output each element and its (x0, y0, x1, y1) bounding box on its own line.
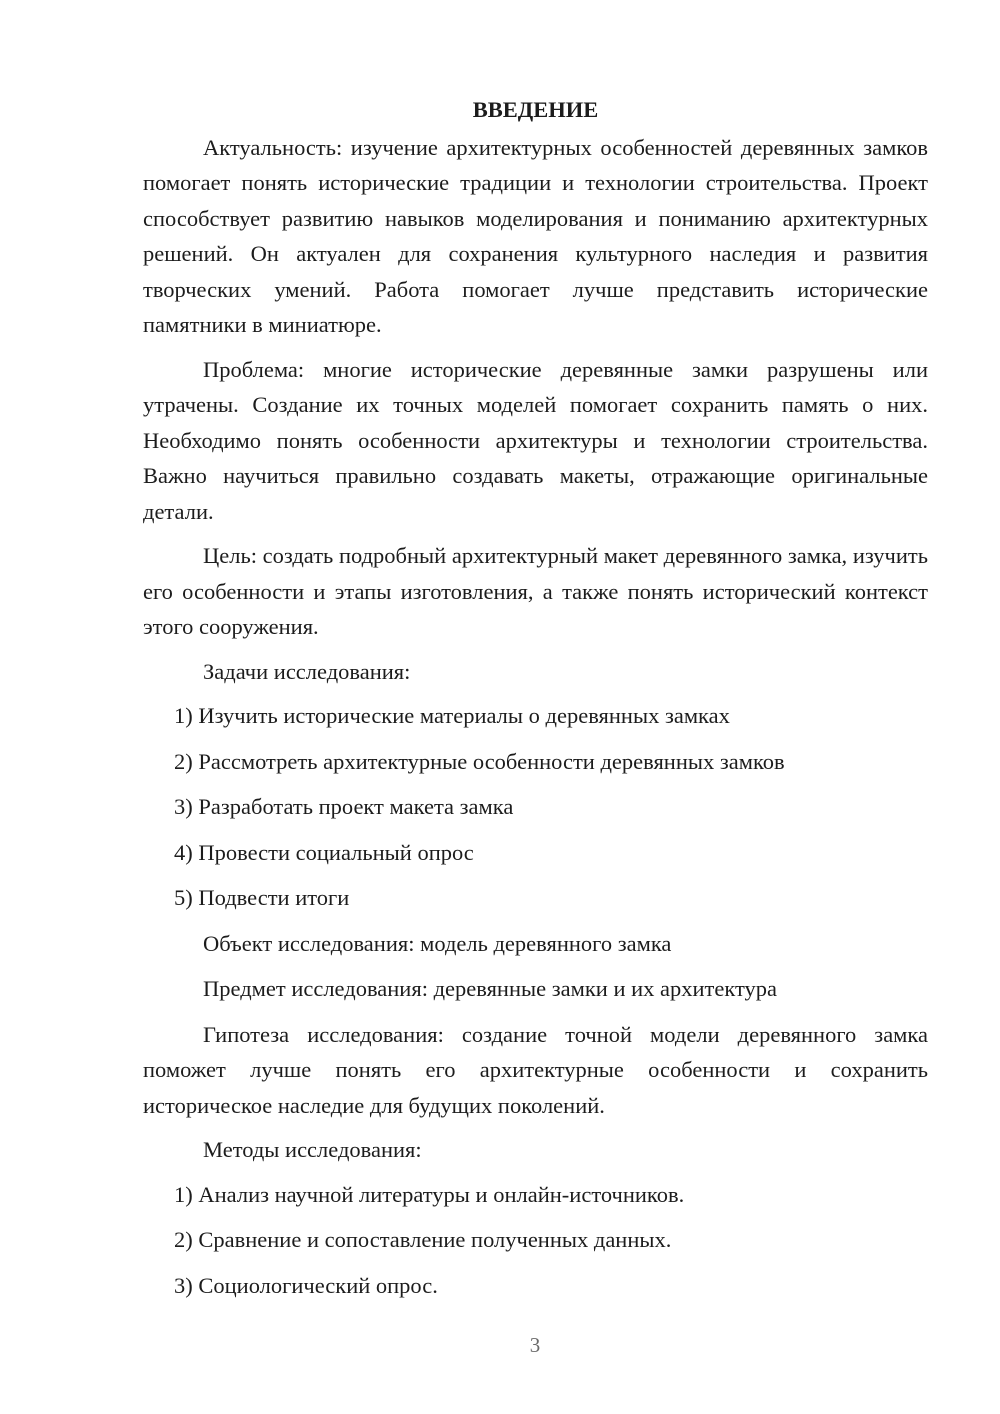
paragraph-goal: Цель: создать подробный архитектурный макет деревянного замка, изучить его особенности и этапы изготовления, а также понять исторический контекст этого сооружения. (143, 543, 928, 639)
list-item: 1) Изучить исторические материалы о деревянных замках (174, 703, 730, 728)
page-number: 3 (529, 1333, 541, 1357)
tasks-heading: Задачи исследования: (203, 658, 411, 684)
research-subject: Предмет исследования: деревянные замки и их архитектура (203, 976, 778, 1001)
methods-heading: Методы исследования: (203, 1137, 422, 1162)
list-item: 3) Социологический опрос. (174, 1272, 438, 1298)
list-item: 2) Рассмотреть архитектурные особенности деревянных замков (174, 748, 785, 774)
research-object: Объект исследования: модель деревянного замка (203, 930, 672, 956)
list-item: 5) Подвести итоги (174, 885, 350, 910)
paragraph-relevance: Актуальность: изучение архитектурных особенностей деревянных замков помогает понять исторические традиции и технологии строительства. Проект способствует развитию навыков моделирования и пониманию архитектурных решений. Он актуален для сохранения культурного наследия и развития творческих умений. Работа помогает лучше представить исторические памятники в миниатюре. (143, 134, 928, 337)
list-item: 4) Провести социальный опрос (174, 839, 474, 865)
section-title: ВВЕДЕНИЕ (472, 97, 599, 122)
list-item: 2) Сравнение и сопоставление полученных данных. (174, 1227, 672, 1252)
list-item: 1) Анализ научной литературы и онлайн-источников. (174, 1181, 685, 1207)
paragraph-problem: Проблема: многие исторические деревянные замки разрушены или утрачены. Создание их точных моделей помогает сохранить память о них. Необходимо понять особенности архитектуры и технологии строительства. Важно научиться правильно создавать макеты, отражающие оригинальные детали. (143, 356, 928, 524)
paragraph-hypothesis: Гипотеза исследования: создание точной модели деревянного замка поможет лучше понять его архитектурные особенности и сохранить историческое наследие для будущих поколений. (143, 1021, 928, 1118)
methods-list (143, 1177, 928, 1304)
tasks-list (143, 698, 928, 916)
page-content (143, 92, 928, 1313)
list-item: 3) Разработать проект макета замка (174, 794, 514, 819)
